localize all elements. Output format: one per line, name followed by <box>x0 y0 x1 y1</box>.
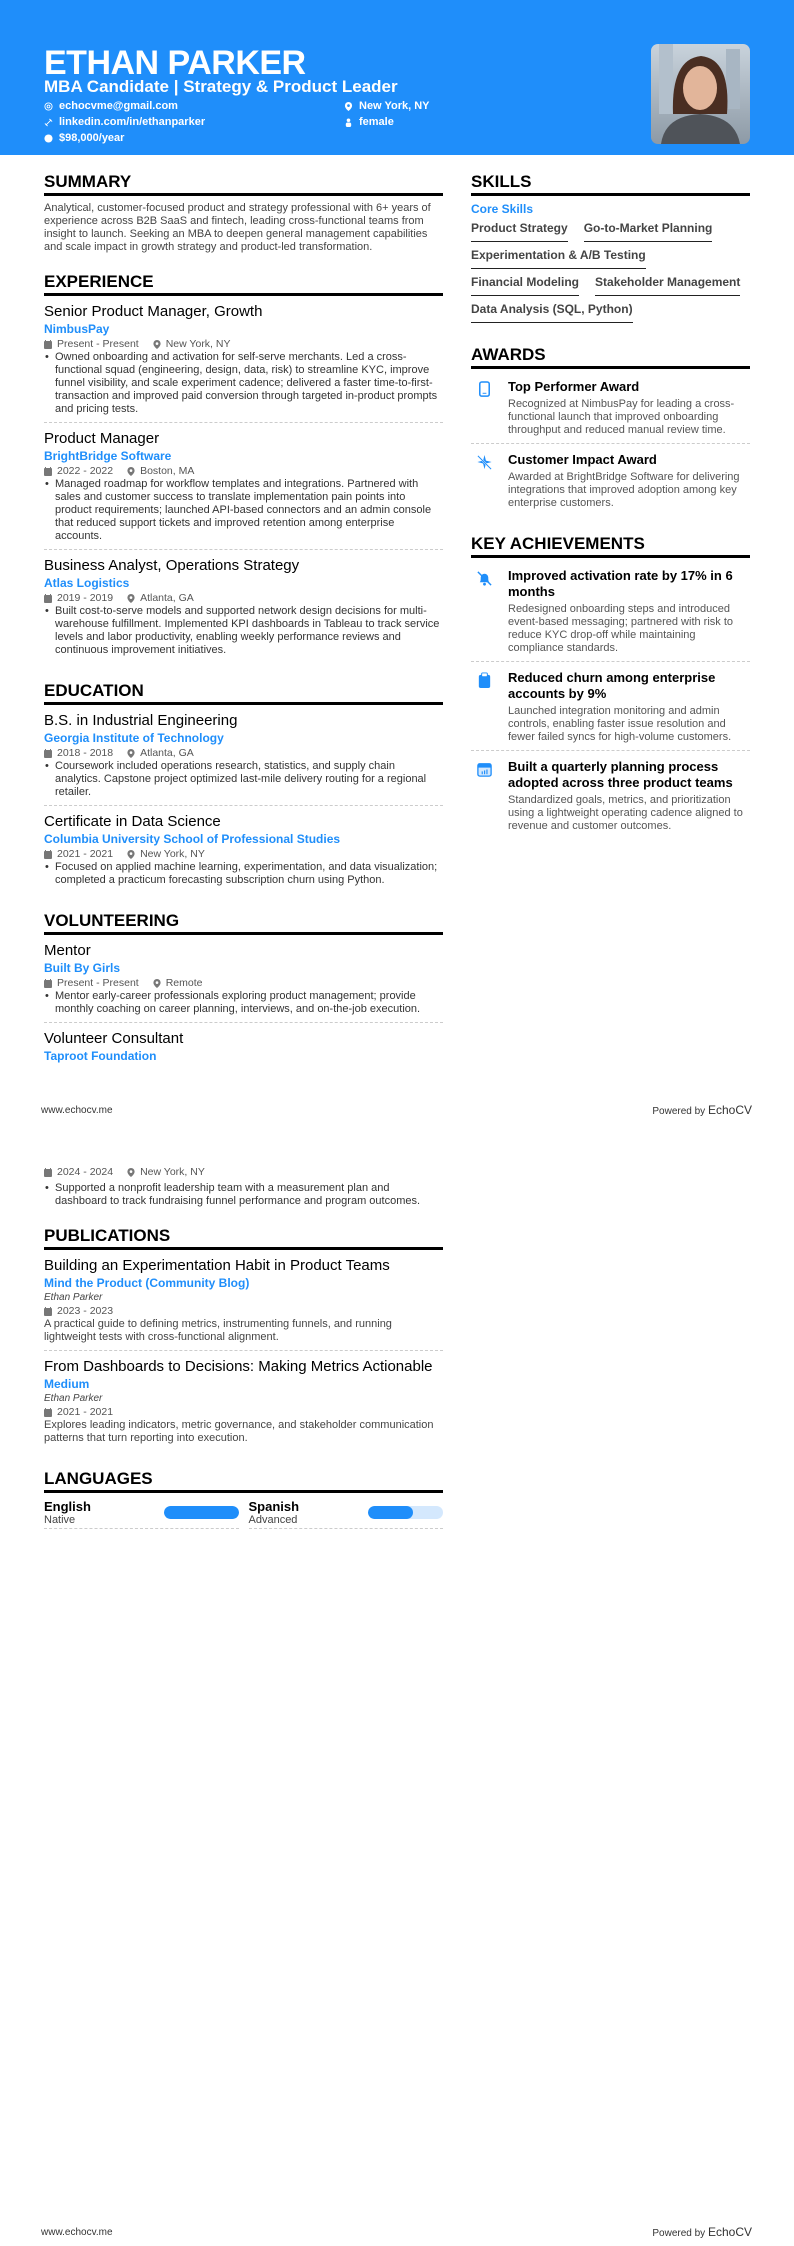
entry <box>44 429 443 550</box>
item-title: Top Performer Award <box>508 379 640 394</box>
calendar-icon <box>44 749 52 758</box>
author: Ethan Parker <box>44 1292 103 1303</box>
skill-tag: Financial Modeling <box>471 273 579 296</box>
proficiency-fill <box>164 1506 239 1519</box>
item-description: Standardized goals, metrics, and prioritization using a lightweight operating cadence aligned to revenue and customer outcomes. <box>508 794 743 832</box>
section-heading: KEY ACHIEVEMENTS <box>471 534 750 558</box>
entry <box>44 812 443 893</box>
location-contact <box>344 100 430 112</box>
item-description: Redesigned onboarding steps and introduced event-based messaging; partnered with risk to reduce KYC drop-off while maintaining compliance standards. <box>508 603 734 654</box>
item-title: Built a quarterly planning process adopted across three product teams <box>508 759 733 790</box>
entry-title: Certificate in Data Science <box>44 813 221 830</box>
email-text: echocvme@gmail.com <box>59 100 178 112</box>
publication-title: Building an Experimentation Habit in Product Teams <box>44 1257 390 1274</box>
powered-by-text: Powered by <box>652 1106 706 1117</box>
calendar-icon <box>44 1307 52 1316</box>
entry-title: Business Analyst, Operations Strategy <box>44 557 300 574</box>
entry <box>44 556 443 663</box>
language-name: English <box>44 1499 91 1514</box>
entry-bullet: • Coursework included operations research, statistics, and supply chain analytics. Capstone project optimized last-mile delivery routing for a regional retailer. <box>44 760 443 799</box>
item-title: Customer Impact Award <box>508 452 657 467</box>
language-item <box>249 1499 444 1529</box>
proficiency-bar <box>368 1506 443 1519</box>
clipboard-icon <box>476 672 493 689</box>
entry-dates: 2021 - 2021 <box>57 1406 114 1418</box>
entry <box>44 711 443 806</box>
languages-section <box>44 1469 443 1529</box>
achievements-item <box>471 564 750 662</box>
entry-location: New York, NY <box>140 848 205 860</box>
right-column <box>471 172 750 857</box>
entry-dates: 2024 - 2024 <box>57 1166 114 1178</box>
map-pin-icon <box>153 979 161 988</box>
map-pin-icon <box>127 467 135 476</box>
entry-organization: Columbia University School of Professional Studies <box>44 832 341 846</box>
entry-bullet: • Owned onboarding and activation for self-serve merchants. Led a cross-functional squad (engineering, design, data, risk) to streamline KYC, improve funnel visibility, and scale experiment cadence; delivered a faster time-to-first-transaction and improved paid conversion through targeted in-product prompts and pricing tests. <box>44 351 443 416</box>
language-item <box>44 1499 239 1529</box>
calendar-chart-icon <box>476 761 493 778</box>
entry-location: New York, NY <box>140 1166 205 1178</box>
entry-bullet: • Focused on applied machine learning, experimentation, and data visualization; completed a practicum forecasting subscription churn using Python. <box>44 861 443 887</box>
entry-meta <box>44 1165 443 1179</box>
map-pin-icon <box>127 850 135 859</box>
item-title: Improved activation rate by 17% in 6 months <box>508 568 733 599</box>
gender-text: female <box>359 116 394 128</box>
item-description: Recognized at NimbusPay for leading a cross-functional launch that improved onboarding throughput and reduced manual review time. <box>508 398 735 436</box>
left-column <box>44 172 443 1082</box>
link-icon <box>44 118 53 127</box>
salary-contact <box>44 132 124 144</box>
candidate-name: ETHAN PARKER <box>44 44 306 82</box>
section-heading: EDUCATION <box>44 681 443 705</box>
footer-powered <box>652 1103 752 1117</box>
calendar-icon <box>44 850 52 859</box>
proficiency-bar <box>164 1506 239 1519</box>
calendar-icon <box>44 467 52 476</box>
entry-title: Volunteer Consultant <box>44 1030 184 1047</box>
publisher: Medium <box>44 1377 90 1391</box>
entry-bullet: • Supported a nonprofit leadership team with a measurement plan and dashboard to track fundraising funnel performance and program outcomes. <box>44 1182 443 1208</box>
experience-section <box>44 272 443 663</box>
volunteering-continued <box>44 1165 443 1208</box>
entry-location: Boston, MA <box>140 465 195 477</box>
entry-location: Atlanta, GA <box>140 747 194 759</box>
achievements-section <box>471 534 750 839</box>
entry-title: B.S. in Industrial Engineering <box>44 712 238 729</box>
entry-title: Senior Product Manager, Growth <box>44 303 263 320</box>
calendar-icon <box>44 340 52 349</box>
calendar-icon <box>44 1408 52 1417</box>
tablet-icon <box>476 381 493 398</box>
map-pin-icon <box>127 594 135 603</box>
calendar-icon <box>44 979 52 988</box>
item-description: Launched integration monitoring and admin controls, enabling faster issue resolution and fewer failed syncs for high-volume customers. <box>508 705 732 743</box>
skill-tag: Experimentation & A/B Testing <box>471 246 646 269</box>
page-2 <box>0 1123 794 2246</box>
coin-icon <box>44 134 53 143</box>
language-name: Spanish <box>248 1499 300 1514</box>
footer-site[interactable]: www.echocv.me <box>41 2227 113 2238</box>
achievements-item <box>471 755 750 839</box>
section-heading: SKILLS <box>471 172 750 196</box>
entry-dates: 2022 - 2022 <box>57 465 114 477</box>
skill-list <box>471 219 750 327</box>
linkedin-contact[interactable] <box>44 116 205 128</box>
awards-item <box>471 448 750 516</box>
language-level: Advanced <box>248 1514 298 1526</box>
volunteering-section <box>44 911 443 1064</box>
resume-header <box>0 0 794 155</box>
entry-meta <box>44 847 443 861</box>
entry <box>44 302 443 423</box>
footer-powered <box>652 2225 752 2239</box>
entry-bullet: • Mentor early-career professionals exploring product management; provide monthly coaching on career planning, interviews, and on-the-job execution. <box>44 990 443 1016</box>
entry-organization: BrightBridge Software <box>44 449 172 463</box>
publication-description: Explores leading indicators, metric governance, and stakeholder communication patterns that turn reporting into execution. <box>44 1419 434 1444</box>
entry-organization: Built By Girls <box>44 961 121 975</box>
skill-tag: Product Strategy <box>471 219 568 242</box>
awards-item <box>471 375 750 444</box>
item-title: Reduced churn among enterprise accounts by 9% <box>508 670 716 701</box>
location-text: New York, NY <box>359 100 430 112</box>
footer-site[interactable]: www.echocv.me <box>41 1105 113 1116</box>
map-pin-icon <box>344 102 353 111</box>
entry-title: Mentor <box>44 942 91 959</box>
publication-title: From Dashboards to Decisions: Making Metrics Actionable <box>44 1358 433 1375</box>
publisher: Mind the Product (Community Blog) <box>44 1276 250 1290</box>
entry-organization: NimbusPay <box>44 322 110 336</box>
section-heading: EXPERIENCE <box>44 272 443 296</box>
section-heading: LANGUAGES <box>44 1469 443 1493</box>
language-level: Native <box>44 1514 76 1526</box>
section-heading: VOLUNTEERING <box>44 911 443 935</box>
section-heading: SUMMARY <box>44 172 443 196</box>
author: Ethan Parker <box>44 1393 103 1404</box>
powered-by-text: Powered by <box>652 2228 706 2239</box>
entry-meta <box>44 1304 443 1318</box>
profile-photo <box>651 44 750 144</box>
section-heading: AWARDS <box>471 345 750 369</box>
entry-bullet: • Built cost-to-serve models and supported network design decisions for multi-warehouse fulfillment. Implemented KPI dashboards in Tableau to track service levels and labor productivity, enabling weekly performance reviews and continuous improvement initiatives. <box>44 605 443 657</box>
publication-entry <box>44 1256 443 1351</box>
map-pin-icon <box>127 749 135 758</box>
entry-organization: Atlas Logistics <box>44 576 130 590</box>
skills-section <box>471 172 750 327</box>
entry-title: Product Manager <box>44 430 160 447</box>
entry-dates: 2023 - 2023 <box>57 1305 114 1317</box>
awards-section <box>471 345 750 516</box>
map-pin-icon <box>153 340 161 349</box>
entry-meta <box>44 591 443 605</box>
salary-text: $98,000/year <box>59 132 125 144</box>
achievements-item <box>471 666 750 751</box>
entry-location: Atlanta, GA <box>140 592 194 604</box>
section-heading: PUBLICATIONS <box>44 1226 443 1250</box>
entry-dates: Present - Present <box>57 338 139 350</box>
person-icon <box>344 118 353 127</box>
email-contact[interactable] <box>44 100 178 112</box>
left-column-continued <box>44 1165 443 1547</box>
publication-description: A practical guide to defining metrics, instrumenting funnels, and running lightweight tests with cross-functional alignment. <box>44 1318 392 1343</box>
brand-name: EchoCV <box>707 2225 752 2239</box>
entry-meta <box>44 976 443 990</box>
skill-group-title: Core Skills <box>471 202 534 216</box>
brand-name: EchoCV <box>707 1103 752 1117</box>
entry-dates: 2018 - 2018 <box>57 747 114 759</box>
calendar-icon <box>44 1168 52 1177</box>
skill-tag: Data Analysis (SQL, Python) <box>471 300 633 323</box>
entry-meta <box>44 464 443 478</box>
gender-contact <box>344 116 394 128</box>
calendar-icon <box>44 594 52 603</box>
publication-entry <box>44 1357 443 1451</box>
entry-meta <box>44 746 443 760</box>
entry-location: New York, NY <box>165 338 231 350</box>
map-pin-icon <box>127 1168 135 1177</box>
entry-organization: Georgia Institute of Technology <box>44 731 224 745</box>
sparkle-off-icon <box>476 454 493 471</box>
education-section <box>44 681 443 893</box>
proficiency-fill <box>368 1506 413 1519</box>
item-description: Awarded at BrightBridge Software for delivering integrations that improved adoption among key enterprise customers. <box>508 471 740 509</box>
bell-off-icon <box>476 570 493 587</box>
skill-tag: Go-to-Market Planning <box>584 219 713 242</box>
entry-organization: Taproot Foundation <box>44 1049 157 1063</box>
skill-tag: Stakeholder Management <box>595 273 740 296</box>
entry-bullet: • Managed roadmap for workflow templates and integrations. Partnered with sales and customer success to translate implementation pain points into product requirements; launched API-based connectors and an admin console that reduced support tickets and improved retention among enterprise accounts. <box>44 478 443 543</box>
entry-dates: 2019 - 2019 <box>57 592 114 604</box>
at-icon <box>44 102 53 111</box>
summary-text: Analytical, customer-focused product and strategy professional with 6+ years of experience across B2B SaaS and fintech, leading cross-functional teams from insight to launch. Seeking an MBA to deepen general management capabilities and scale impact in growth strategy and product-led transformation. <box>44 202 431 253</box>
entry <box>44 1029 443 1064</box>
entry-dates: 2021 - 2021 <box>57 848 114 860</box>
entry <box>44 941 443 1023</box>
entry-meta <box>44 1405 443 1419</box>
entry-location: Remote <box>165 977 203 989</box>
candidate-title: MBA Candidate | Strategy & Product Leader <box>44 77 398 96</box>
summary-section <box>44 172 443 254</box>
linkedin-text: linkedin.com/in/ethanparker <box>59 116 206 128</box>
entry-meta <box>44 337 443 351</box>
publications-section <box>44 1226 443 1451</box>
entry-dates: Present - Present <box>57 977 139 989</box>
